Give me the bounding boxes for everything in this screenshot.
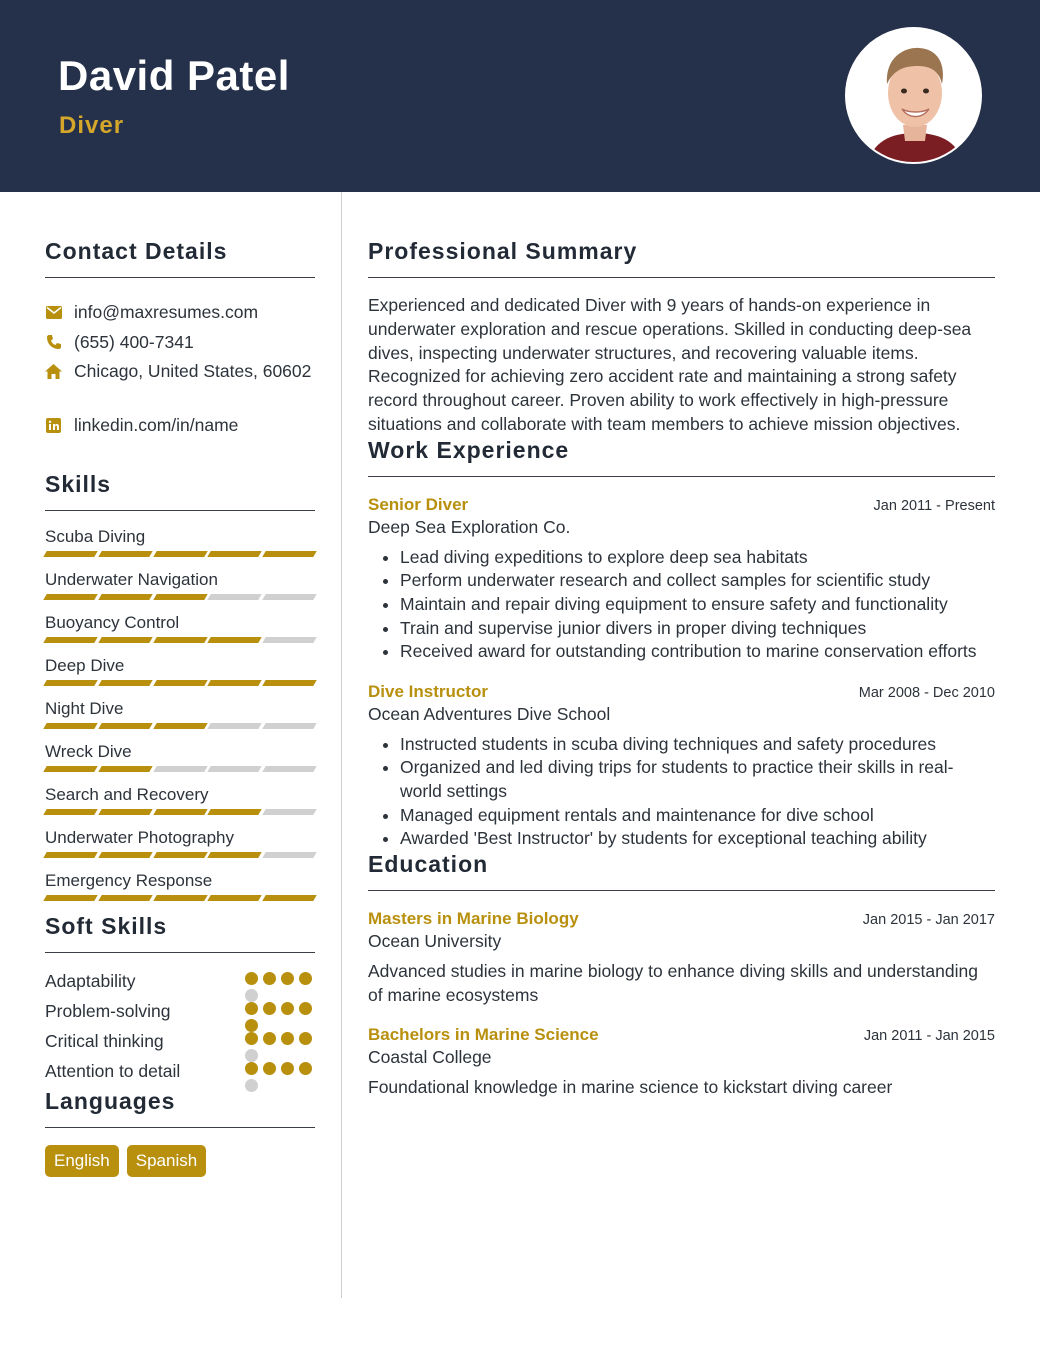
skill-level-segment — [262, 809, 316, 815]
education-header — [368, 909, 995, 929]
job-responsibilities — [368, 733, 995, 851]
job-responsibility: • Train and supervise junior divers in proper diving techniques — [400, 617, 995, 641]
job-responsibility: • Organized and led diving trips for students to practice their skills in real-world settings — [400, 756, 995, 803]
skill-level-segment — [208, 680, 262, 686]
skill-name: Night Dive — [45, 699, 124, 718]
skill-item — [45, 569, 315, 602]
home-icon — [45, 363, 62, 380]
skill-name: Deep Dive — [45, 656, 125, 675]
left-column — [45, 192, 315, 1177]
skill-level-segment — [262, 766, 316, 772]
skill-level-segment — [262, 723, 316, 729]
job-responsibility: • Awarded 'Best Instructor' by students for exceptional teaching ability — [400, 827, 995, 851]
skill-item — [45, 870, 315, 903]
skill-item — [45, 698, 315, 731]
skill-name: Buoyancy Control — [45, 613, 180, 632]
soft-skill-level-dot — [245, 1049, 258, 1062]
skill-name: Scuba Diving — [45, 527, 146, 546]
soft-skill-name: Adaptability — [45, 970, 136, 991]
contact-email[interactable] — [45, 298, 315, 328]
skill-item — [45, 827, 315, 860]
education-entry — [368, 1025, 995, 1100]
skill-level-bars — [45, 680, 315, 688]
skill-level-bars — [45, 809, 315, 817]
job-header — [368, 495, 995, 515]
skill-level-bars — [45, 551, 315, 559]
skill-level-segment — [208, 766, 262, 772]
education-school: Ocean University — [368, 930, 502, 951]
contact-phone[interactable] — [45, 328, 315, 358]
soft-skill-level-dot — [263, 1032, 276, 1045]
summary-text: Experienced and dedicated Diver with 9 years of hands-on experience in underwater exploration and rescue operations. Skilled in conducting deep-sea dives, inspecting underwater structures, and recovering valuable items. Recognized for achieving zero accident rate and maintaining a strong safety record throughout career. Proven ability to work effectively in high-pressure situations and collaborate with team members to achieve mission objectives. — [368, 295, 972, 434]
education-degree: Bachelors in Marine Science — [368, 1025, 599, 1045]
right-column — [368, 192, 995, 1100]
soft-skill-level-dot — [245, 1019, 258, 1032]
skill-level-segment — [262, 594, 316, 600]
skill-level-segment — [208, 723, 262, 729]
skill-item — [45, 612, 315, 645]
phone-icon — [45, 334, 62, 351]
skill-level-segment — [43, 551, 97, 557]
soft-skill-level-dot — [263, 1002, 276, 1015]
soft-skill-level-dot — [263, 1062, 276, 1075]
skills-list — [45, 526, 315, 903]
contact-email-text: info@maxresumes.com — [74, 302, 259, 323]
summary-title: Professional Summary — [368, 238, 995, 278]
linkedin-icon — [45, 417, 62, 434]
soft-skill-level-dot — [299, 972, 312, 985]
contact-phone-text: (655) 400-7341 — [74, 331, 194, 352]
skill-level-bars — [45, 594, 315, 602]
soft-skill-level-dot — [299, 1062, 312, 1075]
soft-skill-level-dots — [245, 1032, 315, 1062]
skill-item — [45, 741, 315, 774]
skill-level-segment — [153, 594, 207, 600]
header — [0, 0, 1040, 192]
skill-item — [45, 655, 315, 688]
skill-name: Underwater Photography — [45, 828, 235, 847]
job-title: Senior Diver — [368, 494, 469, 514]
skill-level-segment — [153, 551, 207, 557]
soft-skill-level-dots — [245, 972, 315, 1002]
skill-level-bars — [45, 723, 315, 731]
soft-skill-level-dot — [281, 1002, 294, 1015]
job-responsibility: • Perform underwater research and collect samples for scientific study — [400, 569, 995, 593]
job-date: Mar 2008 - Dec 2010 — [858, 684, 995, 701]
profile-photo-illustration — [847, 29, 982, 164]
skill-level-segment — [98, 594, 152, 600]
job-date: Jan 2011 - Present — [873, 497, 995, 514]
skill-level-bars — [45, 895, 315, 903]
soft-skills-title: Soft Skills — [45, 913, 315, 953]
experience-list — [368, 495, 995, 851]
soft-skill-level-dot — [299, 1002, 312, 1015]
soft-skills-list — [45, 966, 315, 1086]
job-responsibility: • Maintain and repair diving equipment to ensure safety and functionality — [400, 593, 995, 617]
skills-title: Skills — [45, 471, 315, 511]
skill-level-segment — [43, 680, 97, 686]
soft-skill-level-dot — [299, 1032, 312, 1045]
soft-skill-level-dot — [245, 1002, 258, 1015]
soft-skill-level-dot — [281, 1062, 294, 1075]
skill-level-segment — [98, 680, 152, 686]
job-responsibility: • Lead diving expeditions to explore deep sea habitats — [400, 546, 995, 570]
education-header — [368, 1025, 995, 1045]
job-header — [368, 682, 995, 702]
skill-level-segment — [262, 551, 316, 557]
skill-level-segment — [98, 852, 152, 858]
skill-name: Underwater Navigation — [45, 570, 218, 589]
soft-skill-level-dots — [245, 1062, 315, 1092]
column-divider — [341, 192, 342, 1298]
languages-title: Languages — [45, 1088, 315, 1128]
soft-skill-level-dot — [263, 972, 276, 985]
soft-skill-name: Critical thinking — [45, 1030, 164, 1051]
skill-level-segment — [262, 637, 316, 643]
soft-skill-level-dot — [245, 972, 258, 985]
soft-skill-name: Problem-solving — [45, 1000, 171, 1021]
skill-level-segment — [153, 680, 207, 686]
skill-level-segment — [43, 895, 97, 901]
language-tag: Spanish — [127, 1145, 206, 1177]
contact-location — [45, 357, 315, 387]
soft-skill-name: Attention to detail — [45, 1060, 181, 1081]
contact-list — [45, 298, 315, 440]
experience-title: Work Experience — [368, 437, 995, 477]
skill-name: Emergency Response — [45, 871, 213, 890]
job-title: Dive Instructor — [368, 681, 488, 701]
job-entry — [368, 495, 995, 664]
job-responsibility: • Instructed students in scuba diving techniques and safety procedures — [400, 733, 995, 757]
job-responsibility: • Managed equipment rentals and maintenance for dive school — [400, 804, 995, 828]
education-date: Jan 2011 - Jan 2015 — [863, 1028, 995, 1045]
contact-linkedin-text: linkedin.com/in/name — [74, 414, 239, 435]
skill-level-segment — [43, 637, 97, 643]
skill-level-segment — [43, 766, 97, 772]
skill-name: Search and Recovery — [45, 785, 209, 804]
skill-level-segment — [208, 637, 262, 643]
skill-level-segment — [153, 637, 207, 643]
education-degree: Masters in Marine Biology — [368, 908, 579, 928]
skill-level-segment — [43, 723, 97, 729]
skill-level-segment — [153, 766, 207, 772]
skill-level-segment — [153, 723, 207, 729]
skill-level-segment — [98, 551, 152, 557]
skill-item — [45, 526, 315, 559]
education-school: Coastal College — [368, 1047, 492, 1068]
skill-item — [45, 784, 315, 817]
skill-level-bars — [45, 766, 315, 774]
skill-level-segment — [262, 895, 316, 901]
contact-linkedin[interactable] — [45, 411, 315, 441]
job-company: Deep Sea Exploration Co. — [368, 516, 571, 537]
job-company: Ocean Adventures Dive School — [368, 703, 611, 724]
skill-level-segment — [98, 766, 152, 772]
skill-level-segment — [153, 809, 207, 815]
skill-level-segment — [262, 680, 316, 686]
skill-level-segment — [153, 852, 207, 858]
skill-level-bars — [45, 852, 315, 860]
skill-level-segment — [208, 551, 262, 557]
education-list — [368, 909, 995, 1100]
soft-skill-level-dot — [281, 972, 294, 985]
skill-level-segment — [208, 809, 262, 815]
education-entry — [368, 909, 995, 1008]
contact-location-text: Chicago, United States, 60602 — [74, 361, 312, 382]
education-description: Foundational knowledge in marine science to kickstart diving career — [368, 1077, 893, 1098]
skill-level-segment — [98, 809, 152, 815]
skill-level-segment — [43, 852, 97, 858]
soft-skill-level-dot — [281, 1032, 294, 1045]
languages-list — [45, 1145, 315, 1177]
candidate-role: Diver — [59, 112, 125, 139]
soft-skill-item — [45, 966, 315, 996]
soft-skill-level-dot — [245, 1062, 258, 1075]
skill-level-segment — [98, 723, 152, 729]
envelope-icon — [45, 304, 62, 321]
job-responsibilities — [368, 546, 995, 664]
soft-skill-level-dot — [245, 1079, 258, 1092]
soft-skill-level-dots — [245, 1002, 315, 1032]
skill-level-segment — [208, 852, 262, 858]
skill-level-segment — [153, 895, 207, 901]
language-tag: English — [45, 1145, 119, 1177]
candidate-name: David Patel — [58, 52, 290, 99]
skill-level-bars — [45, 637, 315, 645]
skill-level-segment — [43, 809, 97, 815]
skill-level-segment — [262, 852, 316, 858]
contact-title: Contact Details — [45, 238, 315, 278]
job-responsibility: • Received award for outstanding contribution to marine conservation efforts — [400, 640, 995, 664]
skill-level-segment — [98, 895, 152, 901]
skill-level-segment — [208, 895, 262, 901]
skill-level-segment — [98, 637, 152, 643]
skill-name: Wreck Dive — [45, 742, 132, 761]
soft-skill-level-dot — [245, 989, 258, 1002]
education-date: Jan 2015 - Jan 2017 — [862, 911, 995, 928]
profile-photo — [845, 27, 982, 164]
skill-level-segment — [208, 594, 262, 600]
education-title: Education — [368, 851, 995, 891]
skill-level-segment — [43, 594, 97, 600]
education-description: Advanced studies in marine biology to enhance diving skills and understanding of marine ecosystems — [368, 960, 978, 1005]
job-entry — [368, 682, 995, 851]
soft-skill-level-dot — [245, 1032, 258, 1045]
